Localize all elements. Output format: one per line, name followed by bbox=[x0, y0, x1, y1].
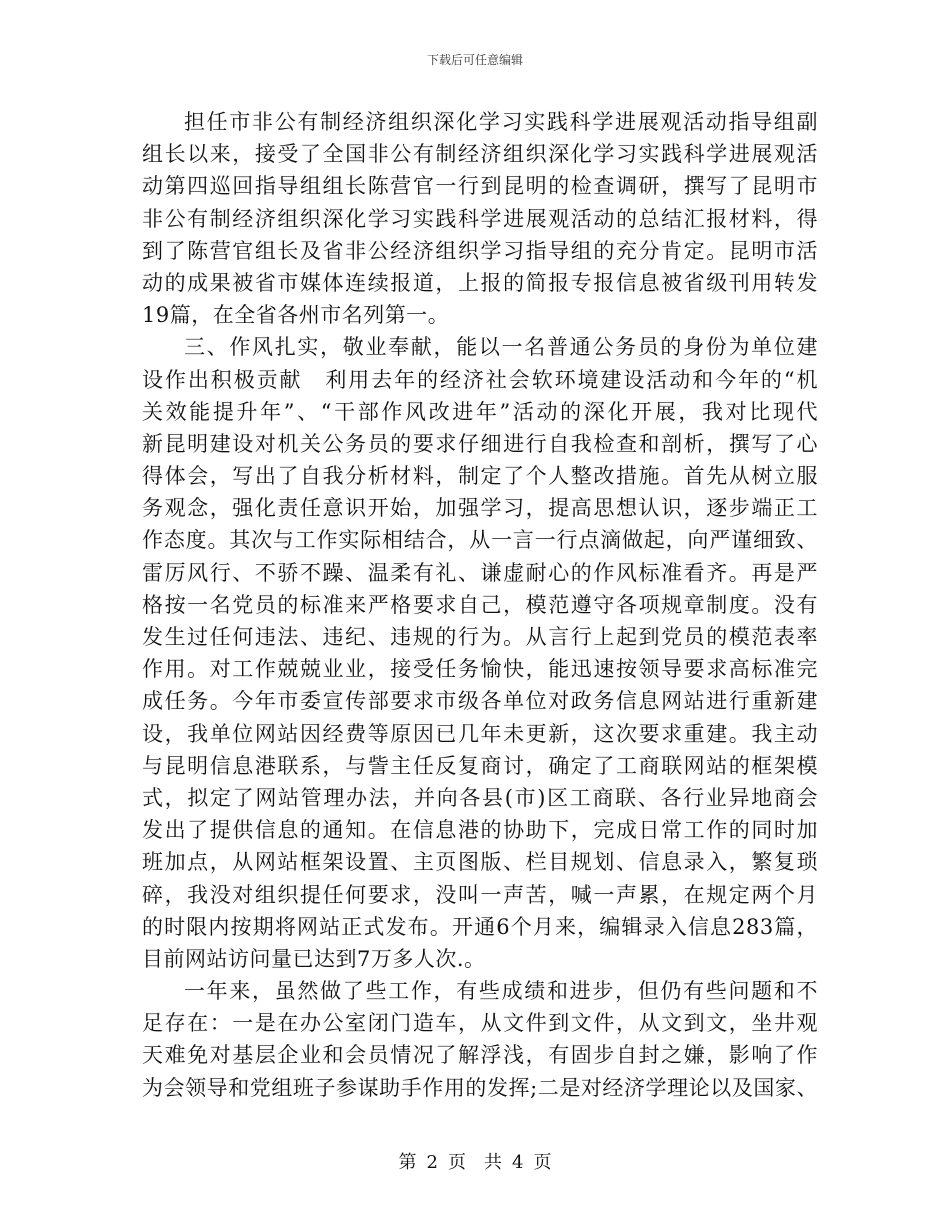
text-line: 得体会，写出了自我分析材料，制定了个人整改措施。首先从树立服 bbox=[142, 464, 818, 489]
footer-suffix: 页 bbox=[533, 1152, 552, 1173]
text-line: 班加点，从网站框架设置、主页图版、栏目规划、信息录入，繁复琐 bbox=[142, 850, 818, 875]
text-line: 式，拟定了网站管理办法，并向各县(市)区工商联、各行业异地商会 bbox=[142, 785, 818, 810]
text-line: 动第四巡回指导组组长陈营官一行到昆明的检查调研，撰写了昆明市 bbox=[142, 174, 818, 199]
text-line: 成任务。今年市委宣传部要求市级各单位对政务信息网站进行重新建 bbox=[142, 689, 818, 714]
text-line: 的时限内按期将网站正式发布。开通6个月来，编辑录入信息283篇， bbox=[142, 914, 818, 939]
text-line: 非公有制经济组织深化学习实践科学进展观活动的总结汇报材料，得 bbox=[142, 206, 818, 231]
page-number: 2 bbox=[426, 1152, 438, 1173]
text-line: 与昆明信息港联系，与訾主任反复商讨，确定了工商联网站的框架模 bbox=[142, 753, 818, 778]
text-line: 担任市非公有制经济组织深化学习实践科学进展观活动指导组副 bbox=[184, 110, 818, 134]
text-line: 雷厉风行、不骄不躁、温柔有礼、谦虚耐心的作风标准看齐。再是严 bbox=[142, 560, 818, 585]
text-line: 目前网站访问量已达到7万多人次.。 bbox=[142, 946, 486, 971]
footer-middle: 页 共 bbox=[448, 1152, 502, 1173]
footer-prefix: 第 bbox=[398, 1152, 417, 1173]
text-line: 设作出积极贡献 利用去年的经济社会软环境建设活动和今年的“机 bbox=[142, 367, 818, 392]
text-line: 到了陈营官组长及省非公经济组织学习指导组的充分肯定。昆明市活 bbox=[142, 238, 818, 263]
text-line: 作态度。其次与工作实际相结合，从一言一行点滴做起，向严谨细致、 bbox=[142, 528, 818, 553]
text-line: 足存在：一是在办公室闭门造车，从文件到文件，从文到文，坐井观 bbox=[142, 1011, 818, 1036]
text-line: 三、作风扎实，敬业奉献，能以一名普通公务员的身份为单位建 bbox=[184, 335, 818, 360]
page-footer bbox=[0, 1152, 950, 1174]
text-line: 格按一名党员的标准来严格要求自己，模范遵守各项规章制度。没有 bbox=[142, 592, 818, 617]
text-line: 天难免对基层企业和会员情况了解浮浅，有固步自封之嫌，影响了作 bbox=[142, 1043, 818, 1068]
text-line: 动的成果被省市媒体连续报道，上报的简报专报信息被省级刊用转发 bbox=[142, 270, 818, 295]
text-line: 为会领导和党组班子参谋助手作用的发挥;二是对经济学理论以及国家、 bbox=[142, 1075, 818, 1100]
page-total: 4 bbox=[512, 1152, 524, 1173]
text-line: 一年来，虽然做了些工作，有些成绩和进步，但仍有些问题和不 bbox=[184, 979, 818, 1004]
text-line: 发生过任何违法、违纪、违规的行为。从言行上起到党员的模范表率 bbox=[142, 625, 818, 649]
text-line: 务观念，强化责任意识开始，加强学习，提高思想认识，逐步端正工 bbox=[142, 496, 818, 521]
text-line: 作用。对工作兢兢业业，接受任务愉快，能迅速按领导要求高标准完 bbox=[142, 657, 818, 682]
text-line: 关效能提升年”、“干部作风改进年”活动的深化开展，我对比现代 bbox=[142, 399, 818, 424]
text-line: 组长以来，接受了全国非公有制经济组织深化学习实践科学进展观活 bbox=[142, 142, 818, 167]
text-line: 设，我单位网站因经费等原因已几年未更新，这次要求重建。我主动 bbox=[142, 721, 818, 746]
text-line: 碎，我没对组织提任何要求，没叫一声苦，喊一声累，在规定两个月 bbox=[142, 882, 818, 907]
text-line: 新昆明建设对机关公务员的要求仔细进行自我检查和剖析，撰写了心 bbox=[142, 431, 818, 456]
page-header-note: 下载后可任意编辑 bbox=[426, 53, 523, 67]
document-body bbox=[142, 106, 818, 1104]
text-line: 发出了提供信息的通知。在信息港的协助下，完成日常工作的同时加 bbox=[142, 818, 818, 843]
text-line: 19篇，在全省各州市名列第一。 bbox=[142, 303, 450, 328]
